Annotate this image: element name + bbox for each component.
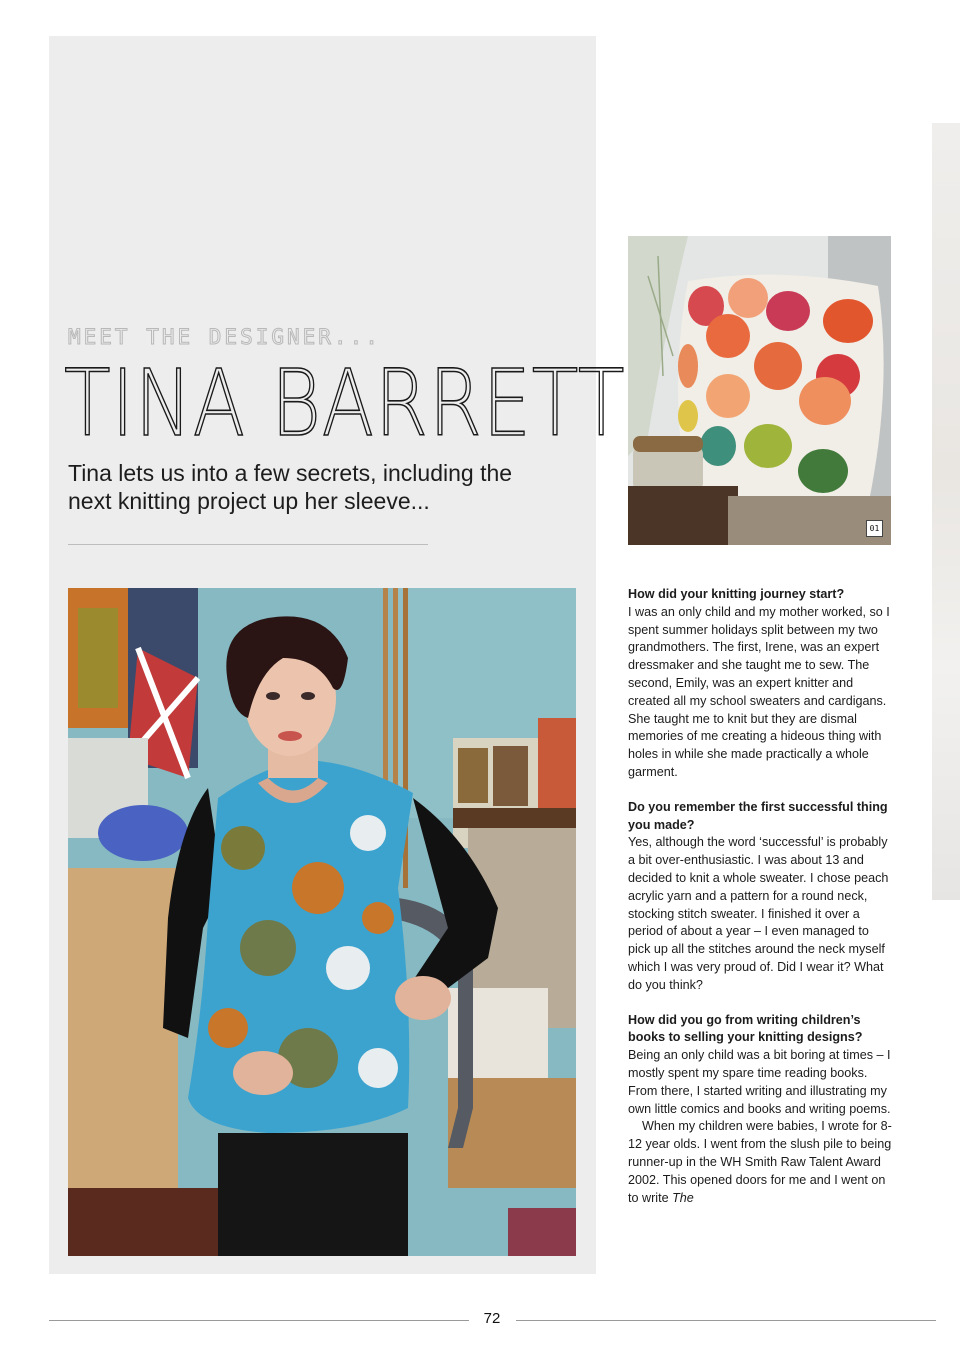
- question-2: Do you remember the first successful thing you made?: [628, 799, 888, 832]
- answer-1: I was an only child and my mother worked, so I spent summer holidays split between my two grandmothers. The first, Irene, was an expert dressmaker and she taught me to sew. The second, Emily, was an expert knitter and created all my school sweaters and cardigans. She taught me to knit but they are dismal memories of me creating a hideous thing with holes in while she made practically a whole garment.: [628, 604, 890, 779]
- page-title: TINA BARRETT: [64, 350, 626, 457]
- question-1: How did your knitting journey start?: [628, 587, 845, 601]
- answer-2: Yes, although the word ‘successful’ is probably a bit over-enthusiastic. I was about 13 and decided to knit a whole sweater. I chose peach acrylic yarn and a pattern for a round neck, stocking stitch sweater. I finished it over a period of about a year – I even managed to pick up all the stitches around the neck myself which I was very proud of. Did I wear it? What do you think?: [628, 835, 889, 992]
- footer-rule-right: [516, 1320, 936, 1321]
- answer-3: Being an only child was a bit boring at times – I mostly spent my spare time reading books. From there, I started writing and illustrating my own little comics and books and writing poems.: [628, 1048, 891, 1116]
- image-number-badge: 01: [866, 520, 883, 537]
- section-kicker: MEET THE DESIGNER...: [68, 325, 381, 349]
- question-3: How did you go from writing children’s books to selling your knitting designs?: [628, 1012, 863, 1045]
- standfirst: Tina lets us into a few secrets, including the next knitting project up her sleeve...: [68, 460, 513, 514]
- interview-article: [628, 586, 894, 1207]
- answer-3-continued-text: When my children were babies, I wrote for 8-12 year olds. I went from the slush pile to being runner-up in the WH Smith Raw Talent Award 2002. This opened doors for me and I went on to write: [628, 1119, 892, 1205]
- answer-3-continued: [628, 1118, 894, 1207]
- footer-rule-left: [49, 1320, 469, 1321]
- book-title-italic: The: [672, 1190, 694, 1205]
- next-page-photo-edge: [932, 123, 960, 900]
- page-number: 72: [483, 1310, 501, 1327]
- leaf-cushion-photo: [628, 236, 891, 545]
- designer-portrait-photo: [68, 588, 576, 1256]
- divider: [68, 544, 428, 545]
